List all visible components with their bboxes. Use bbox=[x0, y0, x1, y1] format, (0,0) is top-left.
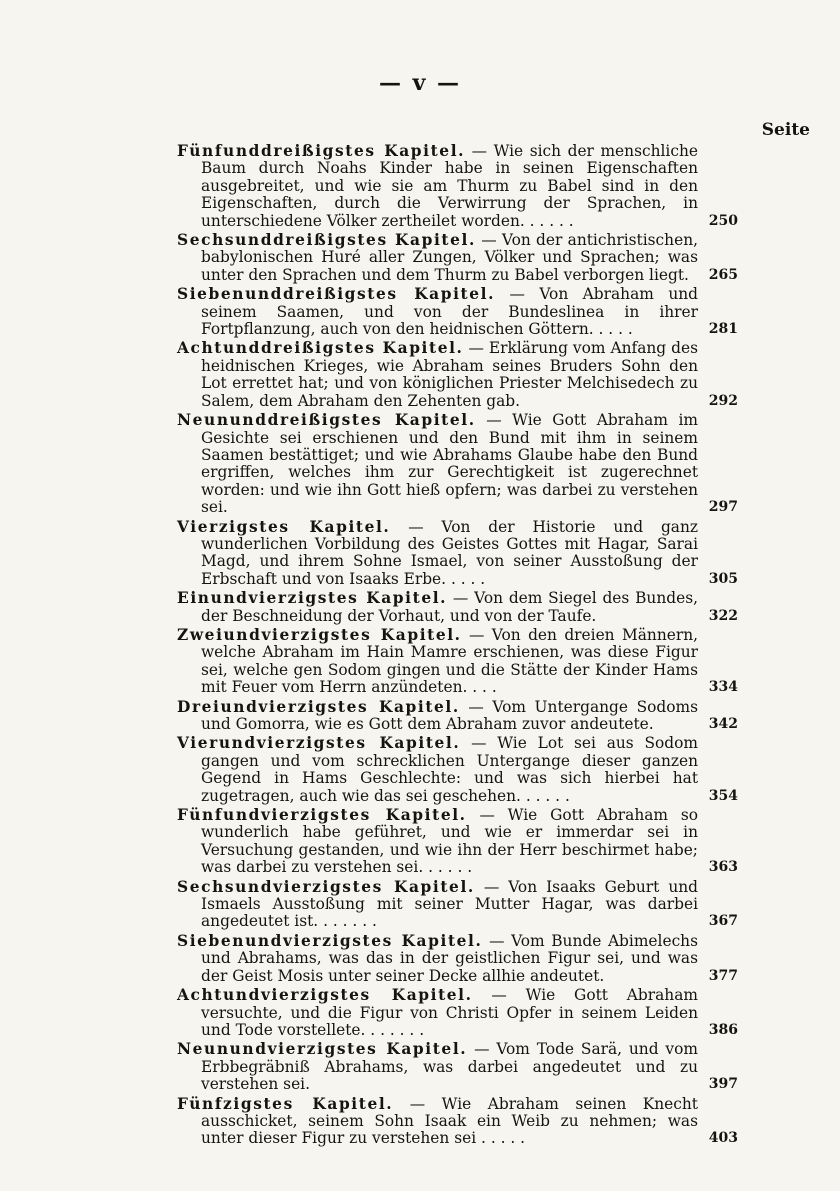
chapter-title: Siebenundvierzigstes Kapitel. bbox=[177, 931, 483, 950]
chapter-title: Sechsunddreißigstes Kapitel. bbox=[177, 231, 476, 250]
page-reference: 250 bbox=[708, 212, 738, 229]
toc-entry bbox=[177, 734, 738, 805]
toc-entry bbox=[177, 285, 738, 339]
toc-entry-text bbox=[177, 933, 698, 985]
chapter-title: Achtunddreißigstes Kapitel. bbox=[177, 339, 464, 358]
chapter-title: Dreiundvierzigstes Kapitel. bbox=[177, 697, 460, 716]
toc-entry bbox=[177, 1094, 738, 1148]
toc-entry-text bbox=[177, 627, 698, 697]
page-reference: 403 bbox=[708, 1130, 738, 1147]
page-reference: 292 bbox=[708, 392, 738, 409]
toc-entry-text bbox=[177, 519, 698, 589]
page-reference: 386 bbox=[708, 1021, 738, 1038]
chapter-title: Fünfundvierzigstes Kapitel. bbox=[177, 806, 467, 825]
chapter-description: — Vom Tode Sarä, und vom Erbbegräbniß Abrahams, was darbei angedeutet und zu verstehen sei. bbox=[201, 1040, 698, 1094]
page-reference: 305 bbox=[708, 570, 738, 587]
chapter-description: — Wie Abraham seinen Knecht ausschicket, seinem Sohn Isaak ein Weib zu nehmen; was unter dieser Figur zu verstehen sei . . . . . bbox=[201, 1094, 698, 1148]
page-reference: 265 bbox=[708, 266, 738, 283]
toc-entry-text bbox=[177, 735, 698, 805]
page-reference: 354 bbox=[708, 787, 738, 804]
chapter-title: Einundvierzigstes Kapitel. bbox=[177, 589, 448, 608]
toc-entry bbox=[177, 1040, 738, 1094]
page-reference: 297 bbox=[708, 499, 738, 516]
toc-entry-text bbox=[177, 232, 698, 284]
toc-entry-text bbox=[177, 590, 698, 625]
chapter-description: — Erklärung vom Anfang des heidnischen Krieges, wie Abraham seines Bruders Sohn den Lot errettet hat; und von königlichen Priester Melchisedech zu Salem, dem Abraham den Zehenten gab. bbox=[201, 339, 698, 410]
page-reference: 342 bbox=[708, 716, 738, 732]
toc-entry-text bbox=[177, 1096, 698, 1148]
toc-entry bbox=[177, 931, 738, 985]
chapter-description: — Von Abraham und seinem Saamen, und von der Bundeslinea in ihrer Fortpflanzung, auch von den heidnischen Göttern. . . . . bbox=[201, 285, 698, 339]
page-reference: 363 bbox=[708, 859, 738, 876]
chapter-title: Neunundvierzigstes Kapitel. bbox=[177, 1040, 468, 1059]
toc-entry-text bbox=[177, 286, 698, 338]
chapter-description: — Wie Gott Abraham so wunderlich habe geführet, und wie er immerdar sei in Versuchung gestanden, und wie ihn der Herr beschirmet habe; was darbei zu verstehen sei. . . . . . bbox=[201, 806, 698, 877]
toc-entry bbox=[177, 589, 738, 625]
chapter-title: Sechsundvierzigstes Kapitel. bbox=[177, 877, 475, 896]
page-reference: 367 bbox=[708, 913, 738, 930]
chapter-description: — Von der Historie und ganz wunderlichen Vorbildung des Geistes Gottes mit Hagar, Sarai Magd, und ihrem Sohne Ismael, von seiner Ausstoßung der Erbschaft und von Isaaks Erbe. . . . . bbox=[201, 517, 699, 588]
toc-entry-text bbox=[177, 340, 698, 410]
toc-entry bbox=[177, 517, 738, 589]
toc-entry-text bbox=[177, 699, 698, 734]
page-reference: 322 bbox=[708, 607, 738, 624]
toc-entry-text bbox=[177, 807, 698, 877]
chapter-title: Vierundvierzigstes Kapitel. bbox=[177, 734, 461, 753]
chapter-description: — Wie Lot sei aus Sodom gangen und vom schrecklichen Untergange dieser ganzen Gegend in Hams Geschlechte: und was sich hierbei hat zugetragen, auch wie das sei geschehen. . . . . . bbox=[201, 734, 698, 805]
toc-entry bbox=[177, 877, 738, 931]
chapter-title: Fünfzigstes Kapitel. bbox=[177, 1094, 394, 1113]
toc-entry-text bbox=[177, 1041, 698, 1093]
chapter-description: — Von den dreien Männern, welche Abraham im Hain Mamre erschienen, was diese Figur sei, welche gen Sodom gingen und die Stätte der Kinder Hams mit Feuer vom Herrn anzündeten. . . . bbox=[201, 625, 698, 697]
toc-entry bbox=[177, 231, 738, 284]
page-column-heading: Seite bbox=[761, 120, 810, 140]
toc-entry bbox=[177, 806, 738, 877]
chapter-description: — Von dem Siegel des Bundes, der Beschneidung der Vorhaut, und von der Taufe. bbox=[201, 589, 698, 625]
chapter-title: Zweiundvierzigstes Kapitel. bbox=[177, 625, 462, 644]
chapter-description: — Vom Untergange Sodoms und Gomorra, wie es Gott dem Abraham zuvor andeutete. bbox=[201, 697, 699, 733]
toc-entry bbox=[177, 625, 738, 697]
chapter-description: — Wie Gott Abraham im Gesichte sei erschienen und den Bund mit ihm in seinem Saamen bestättiget; und wie Abrahams Glaube habe den Bund ergriffen, welches ihm zur Gerechtigkeit ist zugerechnet worden: und wie ihn Gott hieß opfern; was darbei zu verstehen sei. bbox=[201, 411, 699, 517]
chapter-title: Achtundvierzigstes Kapitel. bbox=[177, 986, 473, 1005]
toc-entry-text bbox=[177, 987, 698, 1039]
toc-entry bbox=[177, 986, 738, 1039]
page-reference: 334 bbox=[708, 679, 738, 696]
chapter-description: — Wie Gott Abraham versuchte, und die Figur von Christi Opfer in seinem Leiden und Tode vorstellete. . . . . . . bbox=[201, 986, 698, 1039]
page-reference: 281 bbox=[708, 321, 738, 338]
chapter-description: — Von der antichristischen, babylonischen Huré aller Zungen, Völker und Sprachen; was unter den Sprachen und dem Thurm zu Babel verborgen liegt. bbox=[201, 231, 698, 284]
table-of-contents bbox=[177, 142, 738, 1150]
toc-entry-text bbox=[177, 143, 698, 230]
page-reference: 377 bbox=[708, 967, 738, 984]
toc-entry bbox=[177, 411, 738, 517]
toc-entry bbox=[177, 142, 738, 230]
page-number: — v — bbox=[378, 70, 462, 96]
toc-entry bbox=[177, 697, 738, 734]
chapter-title: Neununddreißigstes Kapitel. bbox=[177, 411, 476, 430]
toc-entry bbox=[177, 339, 738, 410]
chapter-description: — Von Isaaks Geburt und Ismaels Ausstoßung mit seiner Mutter Hagar, was darbei angedeutet ist. . . . . . . bbox=[201, 877, 698, 931]
chapter-description: — Wie sich der menschliche Baum durch Noahs Kinder habe in seinen Eigenschaften ausgebreitet, und wie sie am Thurm zu Babel sind in den Eigenschaften, durch die Verwirrung der Sprachen, in unterschiedene Völker zertheilet worden. . . . . . bbox=[201, 142, 698, 230]
chapter-title: Vierzigstes Kapitel. bbox=[177, 517, 391, 536]
toc-entry-text bbox=[177, 879, 698, 931]
page-reference: 397 bbox=[708, 1076, 738, 1093]
chapter-description: — Vom Bunde Abimelechs und Abrahams, was das in der geistlichen Figur sei, und was der Geist Mosis unter seiner Decke allhie andeutet. bbox=[201, 931, 698, 985]
chapter-title: Siebenunddreißigstes Kapitel. bbox=[177, 285, 496, 304]
toc-entry-text bbox=[177, 412, 698, 516]
chapter-title: Fünfunddreißigstes Kapitel. bbox=[177, 142, 466, 160]
